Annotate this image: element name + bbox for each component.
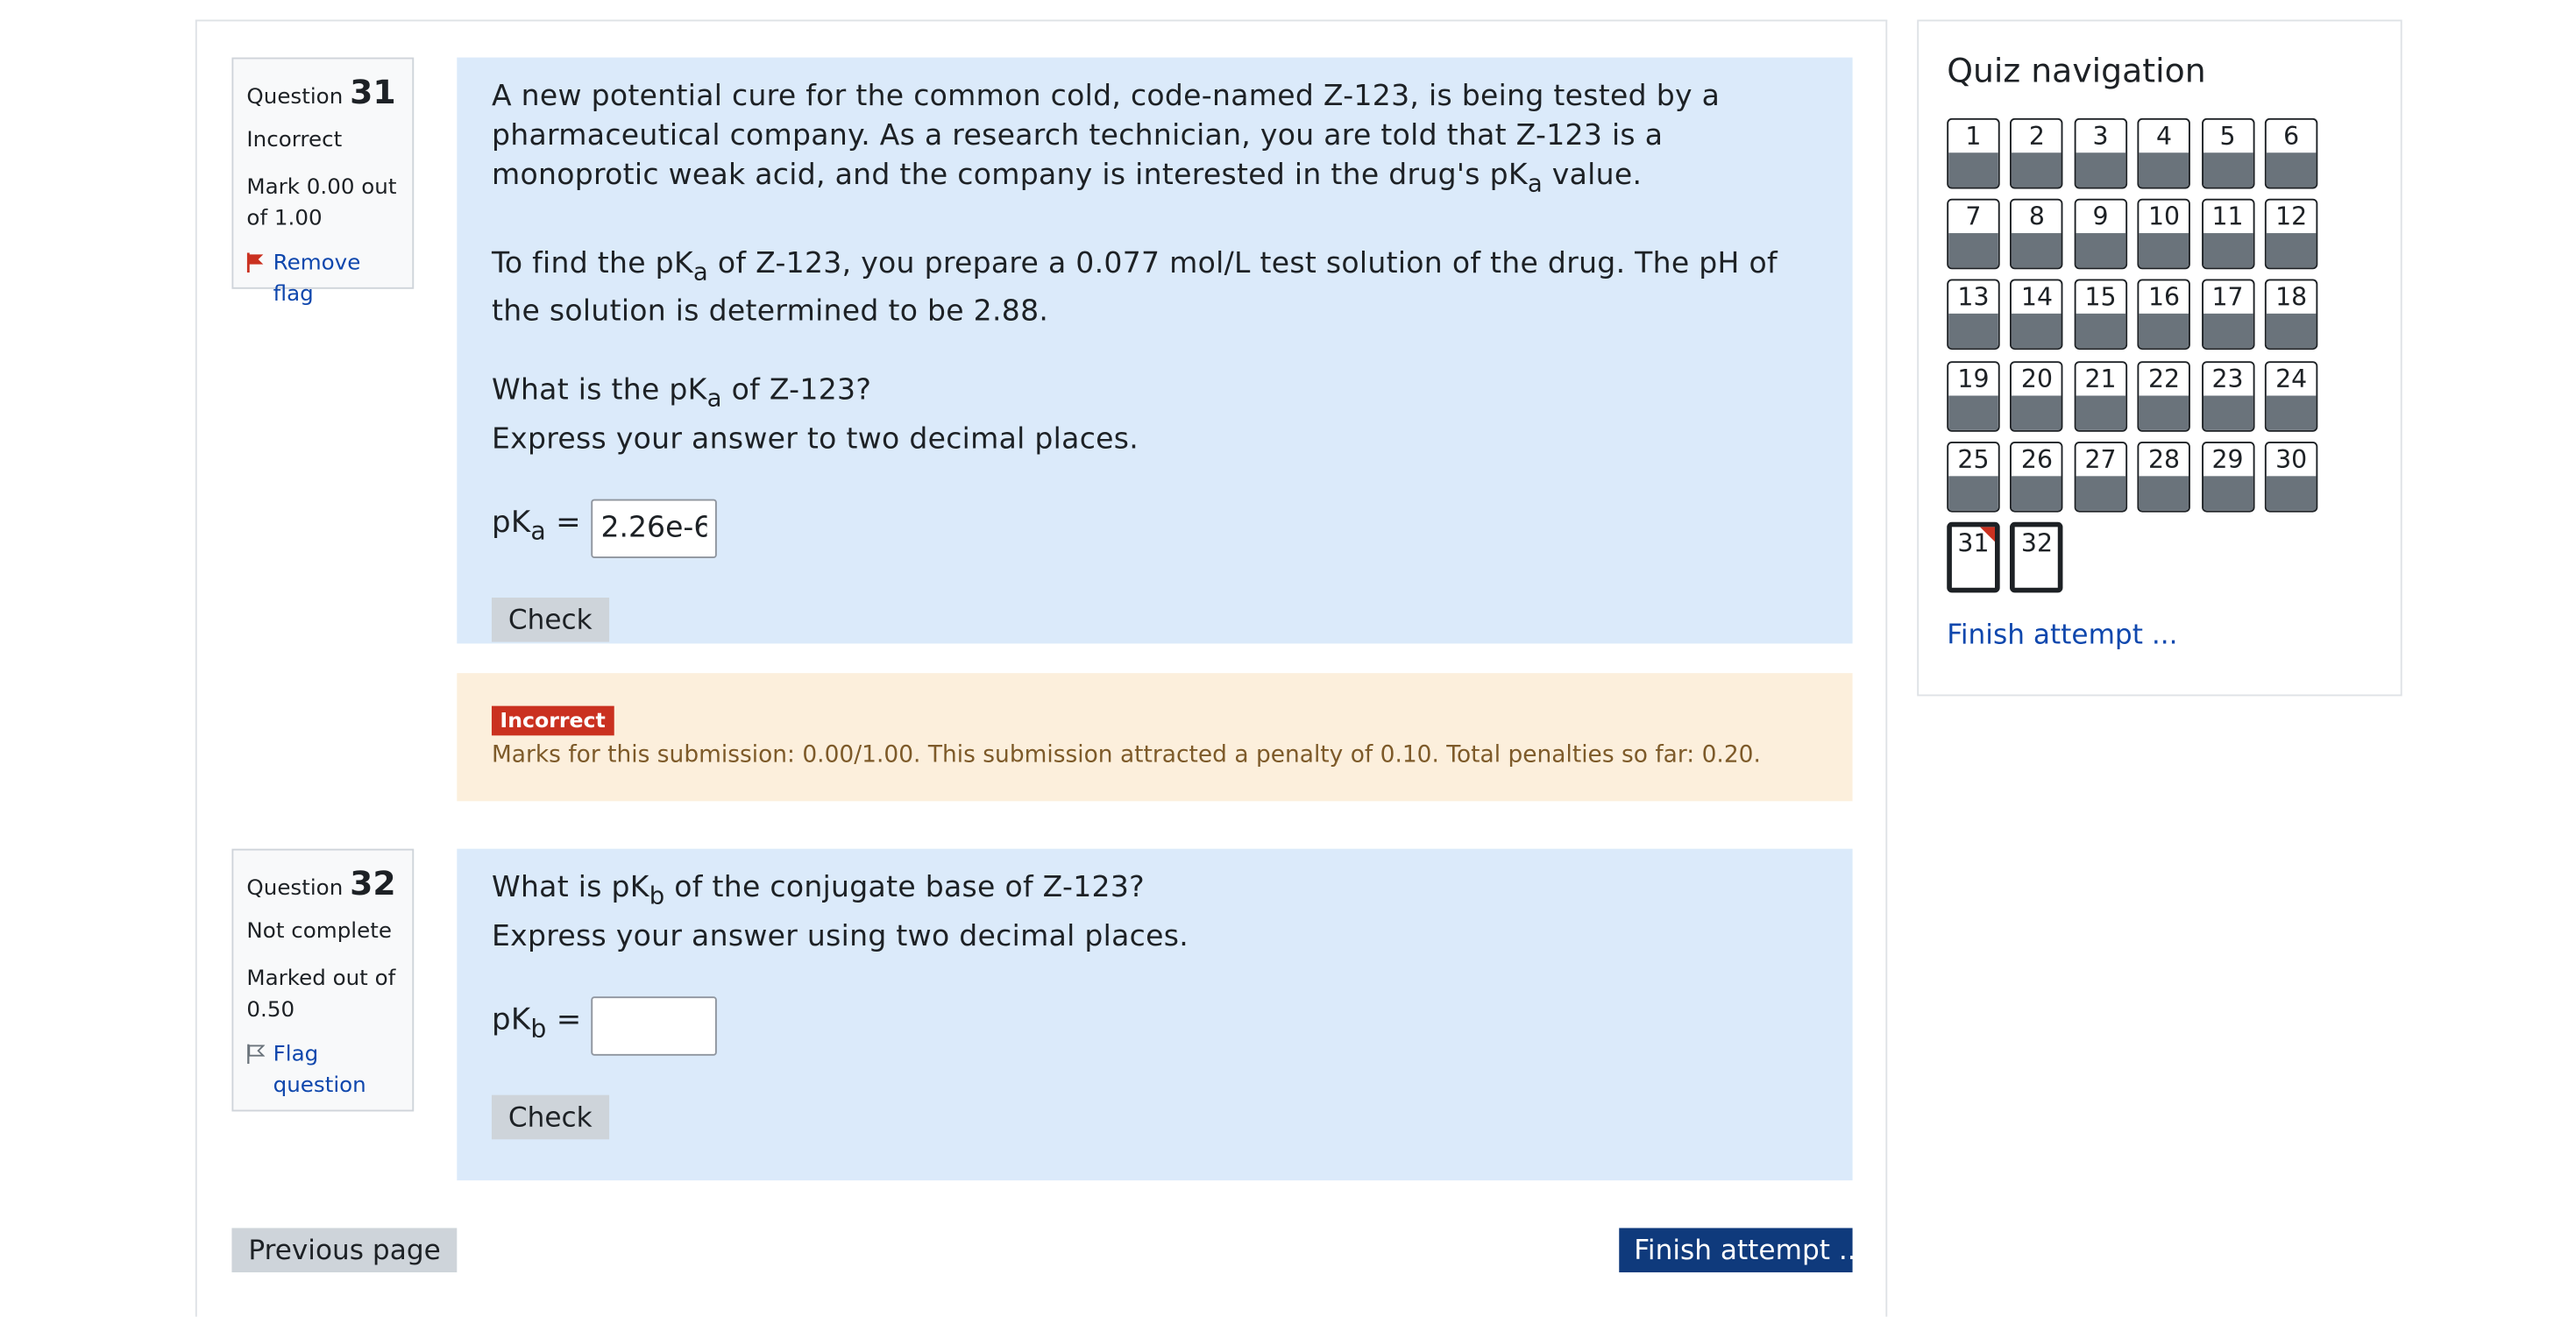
- quiz-nav-number: 25: [1957, 444, 1990, 475]
- question-text: of Z-123, you prepare a 0.077 mol/L test solution of the drug. The pH of the solution is determined to be 2.88.: [491, 246, 1778, 329]
- answer-row: [492, 995, 1816, 1054]
- flag-question-label: Flag question: [273, 1042, 366, 1099]
- quiz-nav-button-16[interactable]: [2138, 280, 2190, 350]
- quiz-nav-number: 7: [1965, 202, 1982, 232]
- quiz-nav-button-17[interactable]: [2201, 280, 2253, 350]
- quiz-nav-number: 24: [2275, 364, 2308, 393]
- answered-fill: [2140, 152, 2189, 187]
- question-text: To find the pK: [491, 246, 693, 280]
- answer-label: $pK_b$ =: [491, 1003, 582, 1044]
- quiz-nav-button-3[interactable]: [2074, 118, 2126, 189]
- answered-fill: [2012, 315, 2062, 349]
- previous-page-button[interactable]: Previous page: [231, 1228, 457, 1272]
- remove-flag-link[interactable]: [246, 248, 399, 310]
- quiz-nav-number: 30: [2275, 444, 2308, 475]
- quiz-nav-button-23[interactable]: [2201, 360, 2253, 431]
- quiz-nav-button-19[interactable]: [1947, 360, 1999, 431]
- question-state: Not complete: [246, 919, 392, 945]
- answered-fill: [2076, 395, 2125, 429]
- answered-fill: [2267, 152, 2317, 187]
- question-text-paragraph: [492, 244, 1816, 331]
- quiz-nav-number: 16: [2147, 282, 2181, 313]
- question-text: of the conjugate base of Z-123?: [664, 871, 1146, 905]
- answered-fill: [2012, 476, 2062, 510]
- answered-fill: [2076, 476, 2125, 510]
- question-prompt: [492, 868, 1816, 917]
- check-button-32[interactable]: Check: [492, 1094, 609, 1139]
- answered-fill: [2140, 395, 2189, 429]
- answered-fill: [2076, 152, 2125, 187]
- answered-fill: [2012, 233, 2062, 267]
- finish-attempt-link[interactable]: Finish attempt ...: [1947, 619, 2178, 650]
- quiz-nav-button-10[interactable]: [2138, 199, 2190, 270]
- answered-fill: [2076, 233, 2125, 267]
- question-formulation-31: [457, 58, 1852, 644]
- question-text: What is the pK: [491, 374, 707, 407]
- quiz-navigation-block: [1917, 19, 2402, 696]
- quiz-nav-button-25[interactable]: [1947, 442, 1999, 513]
- quiz-nav-button-9[interactable]: [2074, 199, 2126, 270]
- question-text: value.: [1543, 159, 1643, 193]
- quiz-nav-number: 6: [2283, 121, 2300, 152]
- question-label: Question: [246, 876, 344, 902]
- answered-fill: [2267, 233, 2317, 267]
- quiz-nav-number: 17: [2211, 282, 2244, 313]
- quiz-nav-button-13[interactable]: [1947, 280, 1999, 350]
- question-grade: Marked out of 0.50: [246, 967, 396, 1023]
- quiz-nav-button-2[interactable]: [2011, 118, 2063, 189]
- quiz-nav-button-4[interactable]: [2138, 118, 2190, 189]
- quiz-nav-number: 23: [2211, 364, 2244, 393]
- finish-attempt-button[interactable]: Finish attempt ...: [1619, 1228, 1852, 1272]
- quiz-nav-number: 29: [2211, 444, 2244, 475]
- quiz-nav-button-14[interactable]: [2011, 280, 2063, 350]
- answer-input-31[interactable]: [591, 499, 717, 557]
- quiz-nav-number: 2: [2028, 121, 2045, 152]
- quiz-nav-button-1[interactable]: [1947, 118, 1999, 189]
- quiz-nav-number: 5: [2219, 121, 2236, 152]
- question-instructions: Express your answer using two decimal places.: [491, 920, 1189, 953]
- quiz-nav-number: 20: [2020, 364, 2053, 393]
- answered-fill: [1948, 395, 1998, 429]
- quiz-nav-number: 26: [2020, 444, 2053, 475]
- quiz-nav-number: 21: [2084, 364, 2117, 393]
- quiz-nav-button-7[interactable]: [1947, 199, 1999, 270]
- answered-fill: [2267, 476, 2317, 510]
- question-number: 32: [350, 863, 396, 903]
- question-instructions: Express your answer to two decimal places.: [491, 422, 1139, 456]
- quiz-nav-button-8[interactable]: [2011, 199, 2063, 270]
- quiz-nav-button-30[interactable]: [2265, 442, 2317, 513]
- quiz-nav-button-20[interactable]: [2011, 360, 2063, 431]
- remove-flag-label: Remove flag: [273, 251, 361, 308]
- quiz-nav-number: 31: [1957, 528, 1990, 559]
- question-number-line: [246, 72, 399, 111]
- quiz-nav-number: 28: [2147, 444, 2181, 475]
- answered-fill: [2012, 395, 2062, 429]
- flag-question-link[interactable]: [246, 1039, 399, 1101]
- question-text: of Z-123?: [721, 374, 872, 407]
- quiz-nav-button-22[interactable]: [2138, 360, 2190, 431]
- feedback-box: [457, 673, 1852, 801]
- answered-fill: [2140, 476, 2189, 510]
- quiz-nav-number: 14: [2020, 282, 2053, 313]
- answered-fill: [2203, 476, 2253, 510]
- quiz-nav-button-24[interactable]: [2265, 360, 2317, 431]
- incorrect-badge: Incorrect: [492, 706, 614, 736]
- question-info-31: [231, 58, 414, 308]
- question-info-32: [231, 849, 414, 1112]
- answered-fill: [2203, 315, 2253, 349]
- question-text: What is pK: [491, 871, 649, 905]
- answer-label: $pK_a$ =: [491, 506, 581, 547]
- quiz-nav-button-26[interactable]: [2011, 442, 2063, 513]
- quiz-nav-number: 19: [1957, 364, 1990, 393]
- quiz-nav-button-28[interactable]: [2138, 442, 2190, 513]
- quiz-nav-button-21[interactable]: [2074, 360, 2126, 431]
- answered-fill: [2140, 315, 2189, 349]
- quiz-nav-number: 22: [2147, 364, 2181, 393]
- quiz-nav-button-31[interactable]: [1947, 522, 1999, 593]
- quiz-nav-number: 10: [2147, 202, 2181, 232]
- question-prompt: [492, 371, 1816, 419]
- quiz-nav-button-18[interactable]: [2265, 280, 2317, 350]
- quiz-nav-number: 1: [1965, 121, 1982, 152]
- answered-fill: [2012, 152, 2062, 187]
- quiz-nav-number: 12: [2275, 202, 2308, 232]
- answered-fill: [1948, 476, 1998, 510]
- quiz-nav-number: 8: [2028, 202, 2045, 232]
- quiz-nav-number: 18: [2275, 282, 2308, 313]
- question-grade: Mark 0.00 out of 1.00: [246, 175, 397, 232]
- flag-outline-icon: [246, 1044, 265, 1064]
- subscript: a: [1527, 169, 1543, 198]
- quiz-nav-button-11[interactable]: [2201, 199, 2253, 270]
- question-number: 31: [350, 72, 396, 112]
- question-state: Incorrect: [246, 128, 343, 153]
- quiz-nav-number: 15: [2084, 282, 2117, 313]
- answered-fill: [1948, 152, 1998, 187]
- subscript: a: [706, 385, 722, 414]
- quiz-nav-number: 27: [2084, 444, 2117, 475]
- question-text-paragraph: [492, 77, 1816, 204]
- answered-fill: [1948, 315, 1998, 349]
- quiz-nav-button-6[interactable]: [2265, 118, 2317, 189]
- question-formulation-32: [457, 849, 1852, 1180]
- answered-fill: [1948, 233, 1998, 267]
- answer-row: [492, 499, 1816, 557]
- quiz-nav-number: 4: [2155, 121, 2173, 152]
- check-button-31[interactable]: Check: [492, 597, 609, 641]
- quiz-nav-button-15[interactable]: [2074, 280, 2126, 350]
- quiz-nav-button-12[interactable]: [2265, 199, 2317, 270]
- flag-filled-icon: [246, 253, 265, 273]
- answer-input-32[interactable]: [592, 995, 718, 1054]
- submission-marks: Marks for this submission: 0.00/1.00. This submission attracted a penalty of 0.10. Total penalties so far: 0.20.: [491, 741, 1761, 768]
- answered-fill: [2267, 315, 2317, 349]
- quiz-nav-button-27[interactable]: [2074, 442, 2126, 513]
- answered-fill: [2267, 395, 2317, 429]
- flag-corner-icon: [1980, 527, 1995, 542]
- answered-fill: [2203, 395, 2253, 429]
- quiz-nav-number: 13: [1957, 282, 1990, 313]
- answered-fill: [2203, 152, 2253, 187]
- question-text: A new potential cure for the common cold, code-named Z-123, is being tested by a pharmaceutical company. As a research technician, you are told that Z-123 is a monoprotic weak acid, and the company is interested in the drug's pK: [491, 80, 1721, 193]
- answered-fill: [2203, 233, 2253, 267]
- question-label: Question: [246, 85, 344, 110]
- quiz-nav-number: 32: [2020, 528, 2053, 559]
- quiz-nav-button-5[interactable]: [2201, 118, 2253, 189]
- quiz-nav-button-29[interactable]: [2201, 442, 2253, 513]
- quiz-nav-number: 3: [2092, 121, 2109, 152]
- quiz-nav-button-32[interactable]: [2011, 522, 2063, 593]
- subscript: a: [692, 258, 709, 287]
- quiz-nav-number: 9: [2092, 202, 2109, 232]
- quiz-navigation-title: Quiz navigation: [1947, 51, 2206, 91]
- answered-fill: [2076, 315, 2125, 349]
- subscript: b: [649, 882, 665, 910]
- quiz-nav-number: 11: [2211, 202, 2244, 232]
- answered-fill: [2140, 233, 2189, 267]
- question-number-line: [246, 864, 399, 903]
